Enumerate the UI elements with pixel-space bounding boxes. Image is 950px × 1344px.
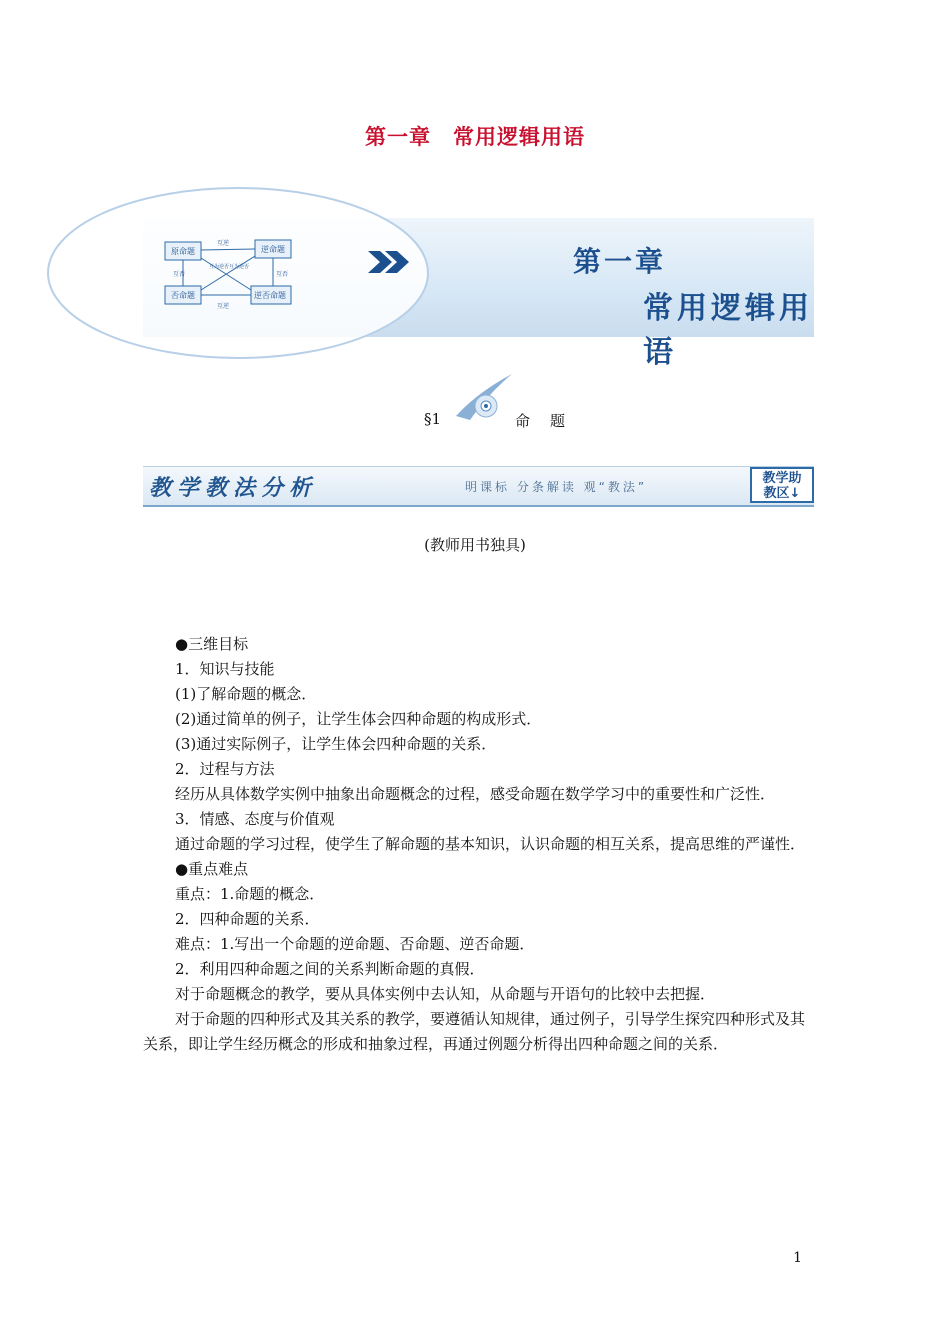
relation-label: 互否 (276, 271, 289, 278)
strip-heading: 教学教法分析 (149, 475, 318, 501)
badge-line: 教区↓ (763, 486, 801, 501)
banner-chapter: 第一章 (573, 245, 667, 278)
content-body (143, 632, 814, 1057)
relation-label: 互逆 (217, 240, 230, 247)
paragraph: 重点：1.命题的概念． (175, 885, 325, 903)
paragraph: 3．情感、态度与价值观 (175, 810, 335, 828)
badge-line: 教学助 (762, 471, 802, 486)
subheading: ●三维目标 (175, 635, 249, 653)
teaching-aid-badge (750, 467, 814, 503)
relation-label: 互为逆否 (229, 264, 250, 270)
subheading: ●重点难点 (175, 860, 249, 878)
paragraph: (2)通过简单的例子，让学生体会四种命题的构成形式． (175, 710, 542, 728)
teacher-book-note: (教师用书独具) (424, 536, 526, 554)
strip-subtitle: 明课标 分条解读 观“教法” (465, 480, 648, 494)
page-number: 1 (793, 1250, 802, 1266)
paragraph: 经历从具体数学实例中抽象出命题概念的过程，感受命题在数学学习中的重要性和广泛性． (175, 785, 776, 803)
paragraph: 1．知识与技能 (175, 660, 275, 678)
paragraph: (1)了解命题的概念． (175, 685, 317, 703)
section-heading (0, 410, 950, 434)
relation-label: 互否 (173, 271, 186, 278)
diagram-node: 原命题 (171, 247, 195, 256)
relation-label: 互为逆否 (209, 264, 230, 270)
section-number: §1 (424, 410, 442, 428)
paragraph: 难点：1.写出一个命题的逆命题、否命题、逆否命题． (175, 935, 535, 953)
section-title: 命题 (515, 412, 586, 430)
paragraph: (3)通过实际例子，让学生体会四种命题的关系． (175, 735, 497, 753)
paragraph: 2．利用四种命题之间的关系判断命题的真假． (175, 960, 485, 978)
banner-title: 常用逻辑用语 (643, 291, 813, 370)
teaching-analysis-strip (143, 466, 814, 507)
diagram-node: 逆否命题 (254, 291, 286, 300)
paragraph: 对于命题的四种形式及其关系的教学，要遵循认知规律，通过例子，引导学生探究四种形式及其关系，即让学生经历概念的形成和抽象过程，再通过例题分析得出四种命题之间的关系． (143, 1010, 806, 1053)
paragraph: 对于命题概念的教学，要从具体实例中去认知，从命题与开语句的比较中去把握． (175, 985, 716, 1003)
paragraph: 通过命题的学习过程，使学生了解命题的基本知识，认识命题的相互关系，提高思维的严谨性． (175, 835, 806, 853)
paragraph: 2．过程与方法 (175, 760, 275, 778)
paragraph: 2．四种命题的关系． (175, 910, 320, 928)
page-title: 第一章 常用逻辑用语 (365, 125, 585, 149)
diagram-node: 否命题 (171, 291, 195, 300)
diagram-node: 逆命题 (261, 245, 285, 254)
relation-label: 互逆 (217, 303, 230, 310)
chapter-banner (143, 218, 814, 370)
